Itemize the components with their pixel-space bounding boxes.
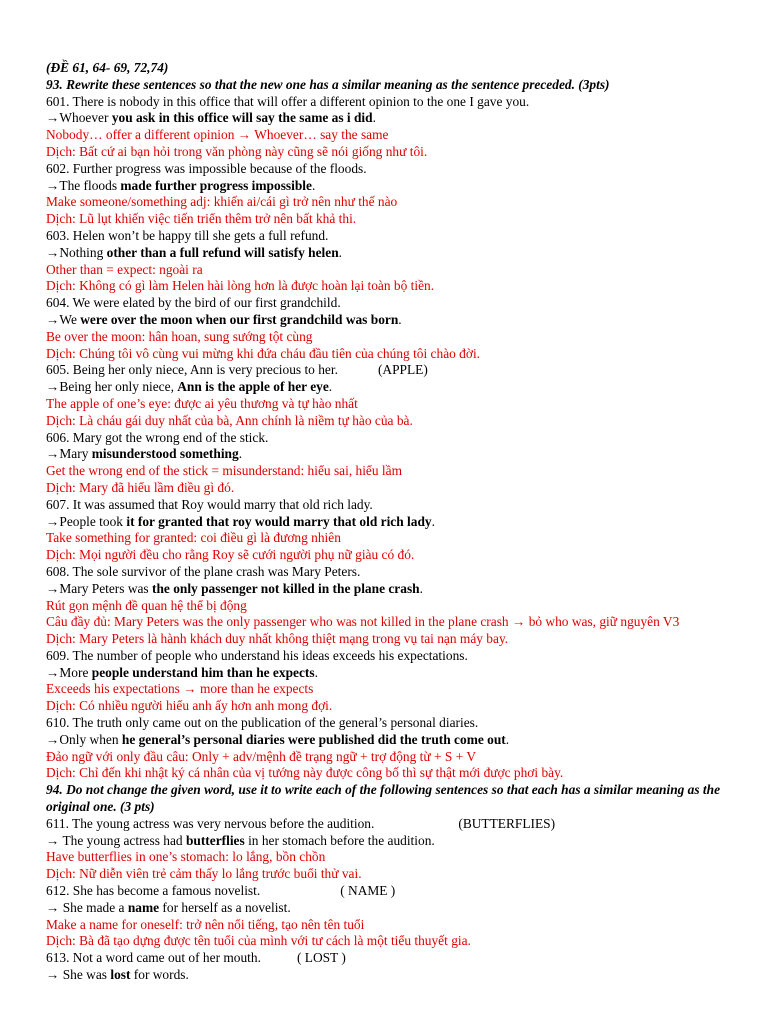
arrow-icon: → [46,311,60,327]
question-text: 609. The number of people who understand his ideas exceeds his expectations. [46,647,468,663]
explanation-line: Dịch: Chúng tôi vô cùng vui mừng khi đứa cháu đầu tiên của chúng tôi chào đời. [46,345,481,361]
explanation-line: Dịch: Bất cứ ai bạn hỏi trong văn phòng này cũng sẽ nói giống như tôi. [46,143,428,159]
arrow-icon: → [46,580,60,596]
arrow-icon: → [46,244,60,260]
given-word: ( NAME ) [340,883,396,899]
answer-text: . [372,110,376,126]
answer-key-phrase: made further progress impossible [120,177,312,193]
answer-text: for herself as a novelist. [159,899,291,915]
explanation-line: Exceeds his expectations → more than he expects [46,681,314,697]
arrow-icon: → [46,832,60,848]
answer-key-phrase: the only passenger not killed in the plane crash [152,580,420,596]
explanation-line: Make a name for oneself: trở nên nổi tiếng, tạo nên tên tuổi [46,916,365,932]
answer-text: Nothing [59,244,107,260]
question-line [46,430,728,447]
question-line [46,228,728,245]
arrow-icon: → [46,731,60,747]
answer-text: Mary Peters was [59,580,152,596]
answer-line [46,900,728,917]
answer-key-phrase: people understand him than he expects [91,664,315,680]
explanation-line: Take something for granted: coi điều gì là đương nhiên [46,530,341,546]
explanation-line: Dịch: Bà đã tạo dựng được tên tuổi của mình với tư cách là một tiểu thuyết gia. [46,933,471,949]
answer-line [46,379,728,396]
section-94-heading: 94. Do not change the given word, use it to write each of the following sentences so that each has a similar meaning as the original one. (3 pts) [46,782,721,815]
section-93-heading: 93. Rewrite these sentences so that the new one has a similar meaning as the sentence preceded. (3pts) [46,76,610,92]
explanation-line: Dịch: Chỉ đến khi nhật ký cá nhân của vị tướng này được công bố thì sự thật mới được phơi bày. [46,765,564,781]
answer-text: . [311,177,316,193]
explanation-line: Dịch: Không có gì làm Helen hài lòng hơn là được hoàn lại toàn bộ tiền. [46,278,435,294]
answer-text: Being her only niece, [59,379,178,395]
arrow-icon: → [46,967,60,983]
arrow-icon: → [46,899,60,915]
explanation-line: Other than = expect: ngoài ra [46,261,203,277]
answer-line [46,732,728,749]
answer-line [46,245,728,262]
explanation-line: Have butterflies in one’s stomach: lo lắng, bồn chồn [46,849,326,865]
answer-text: The floods [59,177,121,193]
answer-key-phrase: misunderstood something [91,446,239,462]
answer-text: . [328,379,333,395]
question-line [46,950,728,967]
question-text: 602. Further progress was impossible because of the floods. [46,160,367,176]
answer-text: Whoever [59,110,112,126]
explanation-line: The apple of one’s eye: được ai yêu thương và tự hào nhất [46,395,358,411]
explanation-line: Dịch: Có nhiều người hiểu anh ấy hơn anh mong đợi. [46,698,333,714]
question-line [46,816,728,833]
question-text: 606. Mary got the wrong end of the stick. [46,429,269,445]
question-text: 610. The truth only came out on the publication of the general’s personal diaries. [46,715,479,731]
question-text: 603. Helen won’t be happy till she gets a full refund. [46,227,329,243]
question-text: 612. She has become a famous novelist. [46,883,261,899]
explanation-line: Nobody… offer a different opinion → Whoever… say the same [46,127,389,143]
arrow-icon: → [46,664,60,680]
question-line [46,94,728,111]
answer-text: . [314,664,318,680]
answer-line [46,312,728,329]
explanation-line: Dịch: Mọi người đều cho rằng Roy sẽ cưới người phụ nữ giàu có đó. [46,547,415,563]
explanation-line: Rút gọn mệnh đề quan hệ thể bị động [46,597,247,613]
exam-header: (ĐỀ 61, 64- 69, 72,74) [46,60,169,75]
arrow-icon: → [46,110,60,126]
answer-key-phrase: Ann is the apple of her eye [177,379,329,395]
section-94-items [46,816,728,984]
given-word: ( LOST ) [296,950,346,966]
explanation-line: Make someone/something adj: khiến ai/cái gì trở nên như thế nào [46,194,398,210]
answer-text: . [505,731,510,747]
answer-line [46,446,728,463]
arrow-icon: → [46,446,60,462]
explanation-line: Dịch: Mary Peters là hành khách duy nhất không thiệt mạng trong vụ tai nạn máy bay. [46,631,509,647]
answer-text: for words. [130,967,189,983]
answer-text: More [59,664,92,680]
explanation-line: Dịch: Lũ lụt khiến việc tiến triển thêm trở nên bất khả thi. [46,211,357,227]
question-line [46,564,728,581]
question-line [46,497,728,514]
answer-text: . [398,311,402,327]
answer-text: . [238,446,243,462]
answer-key-phrase: name [127,899,160,915]
explanation-line: Dịch: Là cháu gái duy nhất của bà, Ann chính là niềm tự hào của bà. [46,412,413,428]
answer-key-phrase: lost [110,967,131,983]
question-text: 604. We were elated by the bird of our first grandchild. [46,295,341,311]
question-text: 613. Not a word came out of her mouth. [46,950,261,966]
question-line [46,648,728,665]
answer-text: . [431,513,435,529]
answer-key-phrase: were over the moon when our first grandchild was born [80,311,399,327]
explanation-line: Be over the moon: hân hoan, sung sướng tột cùng [46,328,313,344]
answer-line [46,967,728,984]
arrow-icon: → [46,379,60,395]
answer-text: Only when [59,731,122,747]
answer-line [46,110,728,127]
answer-line [46,178,728,195]
explanation-line: Dịch: Mary đã hiểu lầm điều gì đó. [46,479,235,495]
answer-line [46,581,728,598]
explanation-line: Dịch: Nữ diễn viên trẻ cảm thấy lo lắng trước buổi thử vai. [46,866,362,882]
answer-key-phrase: it for granted that roy would marry that old rich lady [126,513,432,529]
answer-line [46,665,728,682]
answer-text: She was [59,967,111,983]
explanation-line: Đảo ngữ với only đầu câu: Only + adv/mệnh đề trạng ngữ + trợ động từ + S + V [46,748,476,764]
question-line [46,362,728,379]
question-text: 605. Being her only niece, Ann is very precious to her. [46,362,338,378]
question-line [46,883,728,900]
question-text: 607. It was assumed that Roy would marry that old rich lady. [46,496,373,512]
answer-text: People took [59,513,127,529]
question-text: 601. There is nobody in this office that will offer a different opinion to the one I gave you. [46,93,530,109]
answer-text: . [419,580,423,596]
question-text: 608. The sole survivor of the plane crash was Mary Peters. [46,563,361,579]
given-word: (APPLE) [377,362,428,378]
given-word: (BUTTERFLIES) [458,815,556,831]
answer-line [46,514,728,531]
question-line [46,161,728,178]
section-93-items [46,94,728,783]
explanation-line: Câu đầy đủ: Mary Peters was the only passenger who was not killed in the plane crash → bỏ who was, giữ nguyên V3 [46,614,680,630]
answer-text: Mary [59,446,92,462]
answer-text: We [59,311,81,327]
question-line [46,715,728,732]
answer-key-phrase: other than a full refund will satisfy helen [106,244,339,260]
explanation-line: Get the wrong end of the stick = misunderstand: hiểu sai, hiểu lầm [46,463,403,479]
answer-key-phrase: butterflies [185,832,245,848]
answer-text: She made a [59,899,128,915]
question-text: 611. The young actress was very nervous before the audition. [46,815,375,831]
answer-key-phrase: he general’s personal diaries were published did the truth come out [121,731,506,747]
answer-key-phrase: you ask in this office will say the same as i did [111,110,373,126]
question-line [46,295,728,312]
answer-text: in her stomach before the audition. [244,832,435,848]
answer-line [46,833,728,850]
arrow-icon: → [46,513,60,529]
arrow-icon: → [46,177,60,193]
answer-text: . [338,244,343,260]
answer-text: The young actress had [59,832,186,848]
